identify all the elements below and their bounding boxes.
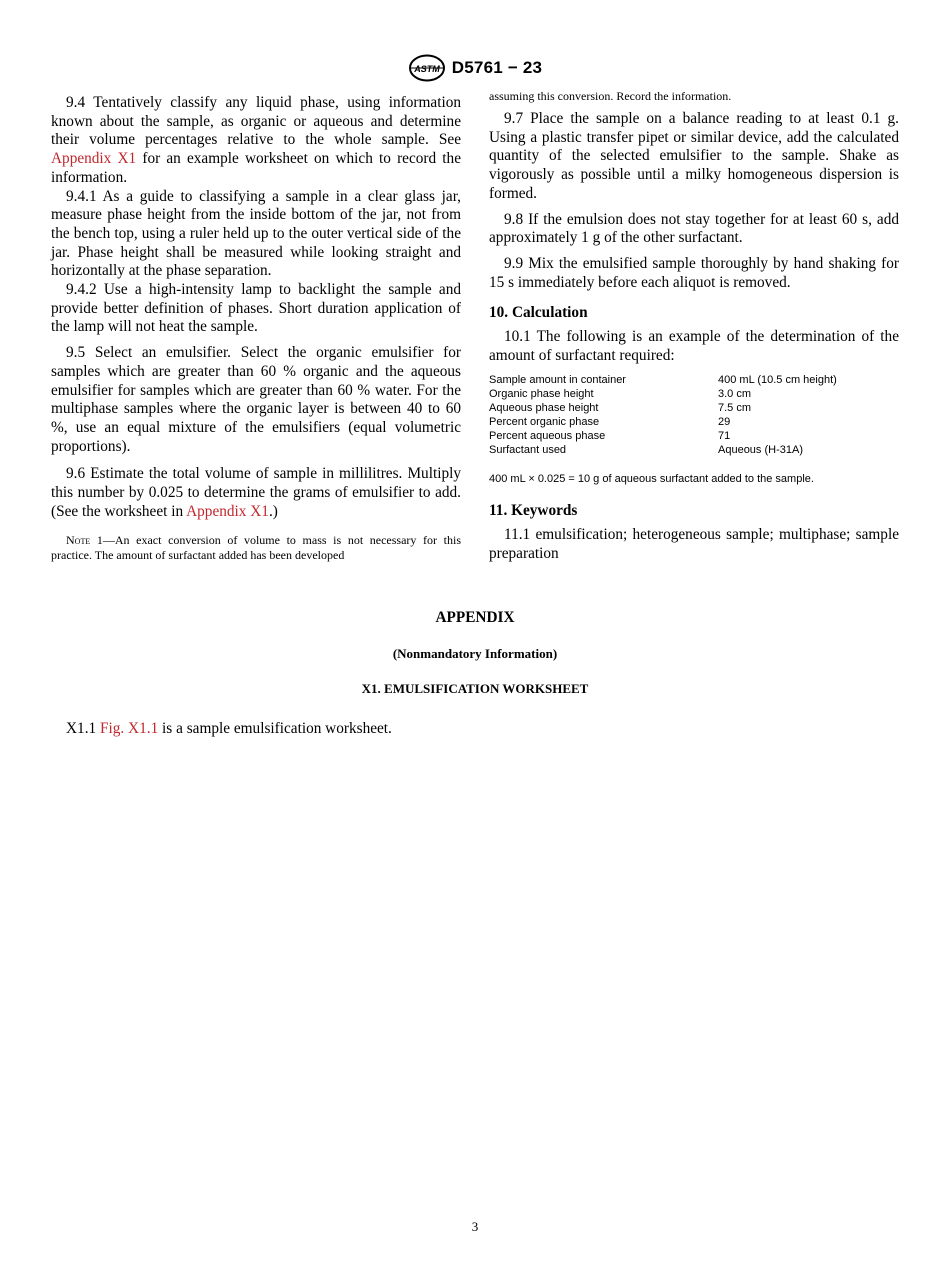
paragraph-9-6: 9.6 Estimate the total volume of sample in millilitres. Multiply this number by 0.025 to determine the grams of emulsifier to add. (See the worksheet in Appendix X1.) — [51, 465, 461, 520]
calc-table-row — [489, 443, 837, 457]
calc-row-label: Organic phase height — [489, 387, 594, 400]
right-column — [489, 89, 899, 564]
calc-row-value: 71 — [718, 429, 731, 442]
appendix-x1-link[interactable]: Appendix X1 — [51, 150, 137, 168]
paragraph-11-1: 11.1 emulsification; heterogeneous sample; multiphase; sample preparation — [489, 526, 899, 563]
page-header — [0, 54, 950, 82]
note-label: Note — [66, 533, 91, 548]
calculation-formula: 400 mL × 0.025 = 10 g of aqueous surfactant added to the sample. — [489, 472, 814, 485]
calc-table-row — [489, 415, 837, 429]
astm-logo-text: ASTM — [414, 64, 440, 74]
calc-row-value: 400 mL (10.5 cm height) — [718, 373, 837, 386]
paragraph-9-7: 9.7 Place the sample on a balance reading to at least 0.1 g. Using a plastic transfer pipet or similar device, add the calculated quantity of the selected emulsifier to the sample. Shake as vigorously as possible until a milky homogeneous dispersion is formed. — [489, 110, 899, 202]
calc-row-value: Aqueous (H-31A) — [718, 443, 803, 456]
appendix-x1-link[interactable]: Appendix X1 — [186, 502, 269, 520]
calc-table-row — [489, 429, 837, 443]
page-number: 3 — [471, 1219, 479, 1234]
paragraph-10-1: 10.1 The following is an example of the determination of the amount of surfactant required: — [489, 328, 899, 365]
left-column — [51, 94, 461, 563]
section-10-heading: 10. Calculation — [489, 304, 588, 322]
astm-logo-icon — [408, 54, 446, 82]
paragraph-9-9: 9.9 Mix the emulsified sample thoroughly by hand shaking for 15 s immediately before each aliquot is removed. — [489, 254, 899, 291]
paragraph-x1-1: X1.1 Fig. X1.1 is a sample emulsification worksheet. — [66, 720, 392, 737]
paragraph-9-8: 9.8 If the emulsion does not stay together for at least 60 s, add approximately 1 g of the other surfactant. — [489, 210, 899, 247]
note-1: Note 1—An exact conversion of volume to mass is not necessary for this practice. The amount of surfactant added has been developed — [51, 533, 461, 563]
calc-row-value: 3.0 cm — [718, 387, 752, 400]
fig-x1-1-link[interactable]: Fig. X1.1 — [100, 720, 159, 737]
calc-table-row — [489, 387, 837, 401]
paragraph-9-5: 9.5 Select an emulsifier. Select the organic emulsifier for samples which are greater than 60 % organic and the aqueous emulsifier for samples which are greater than 60 % water. For the multiphase samples where the organic layer is between 40 to 60 %, use an equal mixture of the emulsifiers (equal volumetric proportions). — [51, 344, 461, 455]
calculation-table — [489, 373, 837, 457]
calc-table-row — [489, 401, 837, 415]
calc-row-value: 7.5 cm — [718, 401, 752, 414]
calc-row-label: Aqueous phase height — [489, 401, 599, 414]
calc-row-label: Surfactant used — [489, 443, 567, 456]
calc-row-label: Percent aqueous phase — [489, 429, 606, 442]
section-11-heading: 11. Keywords — [489, 502, 578, 520]
calc-table-row — [489, 373, 837, 387]
appendix-x1-title: X1. EMULSIFICATION WORKSHEET — [361, 681, 589, 696]
paragraph-9-4-1: 9.4.1 As a guide to classifying a sample in a clear glass jar, measure phase height from the inside bottom of the jar, not from the bench top, using a ruler held up to the outer vertical side of the jar. Phase height shall be measured while looking straight and horizontally at the phase separation. — [51, 187, 461, 280]
paragraph-9-4: 9.4 Tentatively classify any liquid phase, using information known about the sample, as organic or aqueous and determine their volume percentages relative to the whole sample. See Appendix X1 for an example worksheet on which to record the information. — [51, 94, 461, 186]
calc-row-value: 29 — [718, 415, 731, 428]
appendix-subtitle: (Nonmandatory Information) — [392, 646, 558, 661]
calc-row-label: Sample amount in container — [489, 373, 626, 386]
appendix-title: APPENDIX — [435, 609, 515, 626]
note-1-continued: assuming this conversion. Record the information. — [489, 89, 732, 103]
document-designation: D5761 − 23 — [451, 58, 543, 77]
paragraph-9-4-2: 9.4.2 Use a high-intensity lamp to backlight the sample and provide better definition of phases. Short duration application of the lamp will not heat the sample. — [51, 281, 461, 336]
calc-row-label: Percent organic phase — [489, 415, 600, 428]
